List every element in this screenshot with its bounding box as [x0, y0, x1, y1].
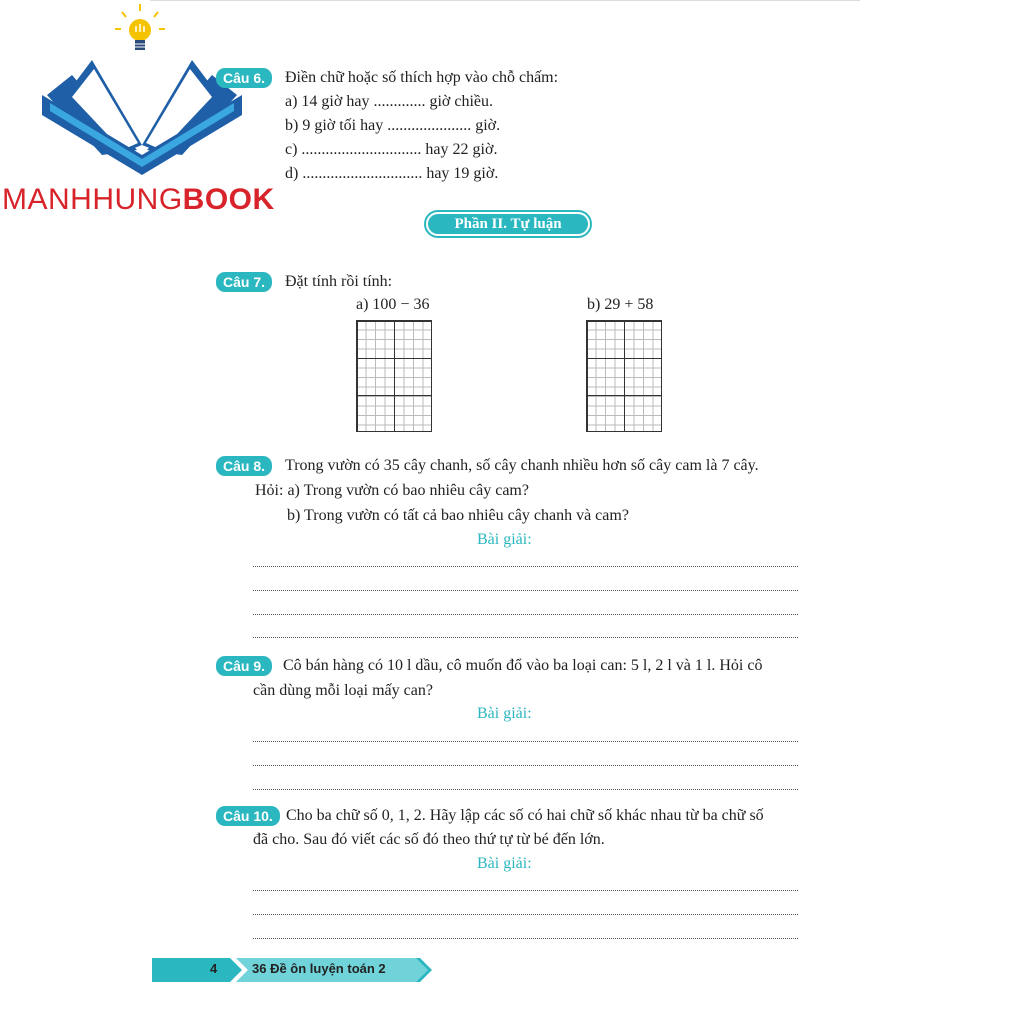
- q8-text: Trong vườn có 35 cây chanh, số cây chanh nhiều hơn số cây cam là 7 cây.: [285, 457, 759, 474]
- q9-badge: Câu 9.: [216, 656, 272, 676]
- q9-text: Cô bán hàng có 10 l dầu, cô muốn đổ vào ba loại can: 5 l, 2 l và 1 l. Hỏi cô: [283, 657, 763, 674]
- q7-a-grid[interactable]: [356, 320, 432, 432]
- q10-line2: đã cho. Sau đó viết các số đó theo thứ tự từ bé đến lớn.: [253, 831, 605, 848]
- q10-answer-line[interactable]: [253, 890, 798, 891]
- logo-text-manhhung: MANHHUNG: [2, 183, 183, 216]
- q7-b: b) 29 + 58: [587, 296, 654, 313]
- q10-badge: Câu 10.: [216, 806, 280, 826]
- lightbulb-icon: [110, 2, 170, 62]
- q8-answer-line[interactable]: [253, 614, 798, 615]
- q6-badge: Câu 6.: [216, 68, 272, 88]
- q6-a: a) 14 giờ hay ............. giờ chiều.: [285, 93, 493, 110]
- section-header: [424, 210, 592, 238]
- logo: [0, 0, 290, 220]
- section-title: Phần II. Tự luận: [428, 214, 588, 234]
- q8-badge: Câu 8.: [216, 456, 272, 476]
- q8-answer-line[interactable]: [253, 590, 798, 591]
- book-icon: [42, 55, 242, 175]
- q6-b: b) 9 giờ tối hay ..................... giờ.: [285, 117, 501, 134]
- q8-solution: Bài giải:: [477, 531, 532, 548]
- footer-page-number: 4: [210, 961, 218, 976]
- footer: [152, 958, 432, 982]
- q10-answer-line[interactable]: [253, 914, 798, 915]
- q6-text: Điền chữ hoặc số thích hợp vào chỗ chấm:: [285, 69, 559, 86]
- q9-line2: cần dùng mỗi loại mấy can?: [253, 682, 433, 699]
- logo-text-book: BOOK: [182, 183, 275, 216]
- q10-text: Cho ba chữ số 0, 1, 2. Hãy lập các số có hai chữ số khác nhau từ ba chữ số: [286, 807, 764, 824]
- q10-answer-line[interactable]: [253, 938, 798, 939]
- q9-answer-line[interactable]: [253, 789, 798, 790]
- q8-answer-line[interactable]: [253, 566, 798, 567]
- q7-a: a) 100 − 36: [356, 296, 430, 313]
- q6-d: d) .............................. hay 19 giờ.: [285, 165, 499, 182]
- q8-answer-line[interactable]: [253, 637, 798, 638]
- q8-line2: Hỏi: a) Trong vườn có bao nhiêu cây cam?: [255, 482, 529, 499]
- footer-title: 36 Đề ôn luyện toán 2: [252, 961, 386, 976]
- q6-c: c) .............................. hay 22 giờ.: [285, 141, 498, 158]
- q7-b-grid[interactable]: [586, 320, 662, 432]
- q9-answer-line[interactable]: [253, 765, 798, 766]
- q10-solution: Bài giải:: [477, 855, 532, 872]
- q8-line3: b) Trong vườn có tất cả bao nhiêu cây chanh và cam?: [287, 507, 629, 524]
- q9-solution: Bài giải:: [477, 705, 532, 722]
- q7-badge: Câu 7.: [216, 272, 272, 292]
- q9-answer-line[interactable]: [253, 741, 798, 742]
- q7-text: Đặt tính rồi tính:: [285, 273, 393, 290]
